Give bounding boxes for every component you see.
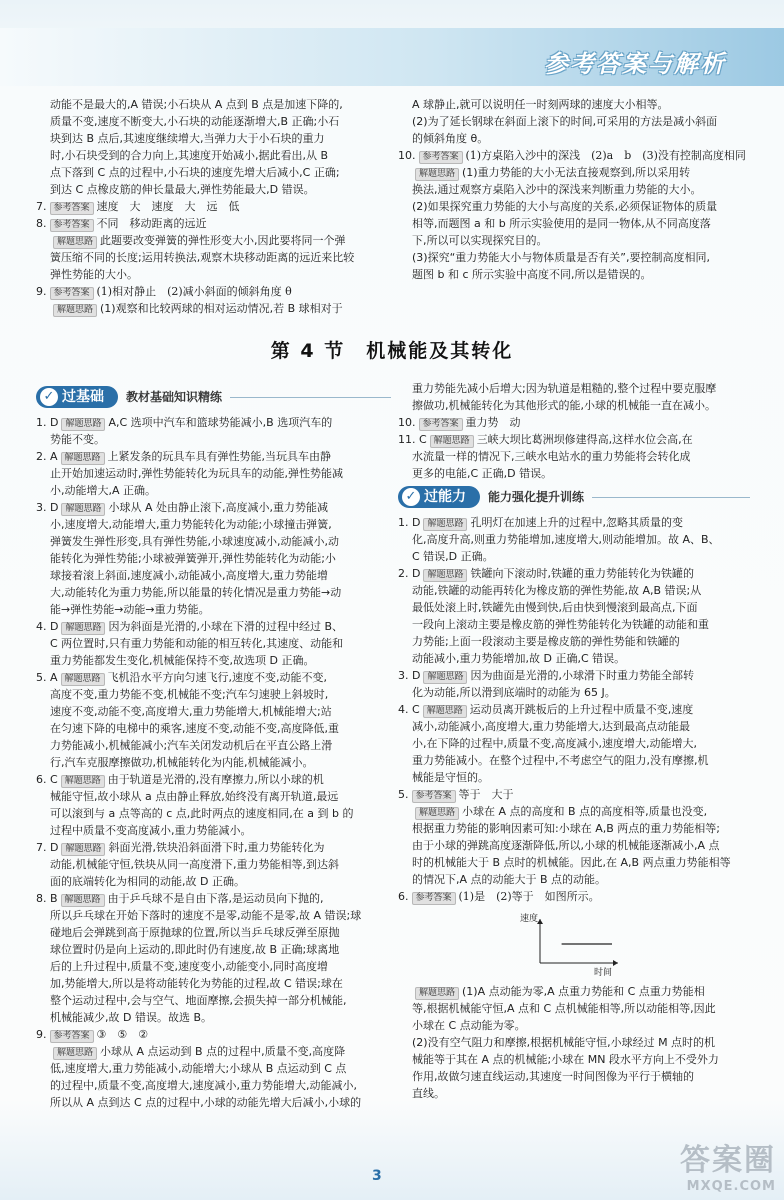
text-line: 更多的电能,C 正确,D 错误。 [412,467,553,480]
text-line: 力势能;上面一段滚动主要是橡皮筋的弹性势能和铁罐的 [412,635,680,648]
idea-tag: 解题思路 [430,435,474,448]
text-line: 时,小石块受到的合力向上,其速度开始减小,据此看出,从 B [50,149,329,162]
ability-q6-line: 6. 参考答案 (1)是 (2)等于 如图所示。 [398,890,600,903]
basic-banner [36,384,391,410]
idea-tag: 解题思路 [53,1047,97,1060]
q7-line: 7. 参考答案 速度 大 速度 大 远 低 [36,200,240,213]
text-line: 块到达 B 点后,其速度继续增大,当弹力大于小石块的重力 [50,132,325,145]
text-line: 动能不是最大的,A 错误;小石块从 A 点到 B 点是加速下降的, [50,98,343,111]
text-line: 水流量一样的情况下,三峡水电站水的重力势能将会转化成 [412,450,691,463]
text-line: 的情况下,A 点的动能大于 B 点的动能。 [412,873,607,886]
question-item: 1. D 解题思路 A,C 选项中汽车和篮球势能减小,B 选项汽车的 [36,416,333,429]
text-line: 可以滚到与 a 点等高的 c 点,此时两点的速度相同,在 a 到 b 的 [50,807,354,820]
text-line: 小,速度增大,动能增大,重力势能转化为动能;小球撞击弹簧, [50,518,332,531]
text-line: 所以从 A 点到达 C 点的过程中,小球的动能先增大后减小,小球的 [50,1096,362,1109]
text-line: 能→弹性势能→动能→重力势能。 [50,603,210,616]
text-line: 机械能减少,故 D 错误。故选 B。 [50,1011,213,1024]
q10-idea-first: 解题思路 (1)重力势能的大小无法直接观察到,所以采用转 [398,164,750,181]
question-item: 1. D 解题思路 孔明灯在加速上升的过程中,忽略其质量的变 [398,516,683,529]
text-line: 力势能减小,机械能减小;汽车关闭发动机后在平直公路上滑 [50,739,333,752]
text-line: 加,势能增大,所以是将动能转化为势能的过程,故 C 错误;球在 [50,977,343,990]
velocity-time-svg [518,907,628,979]
text-line: 低,速度增大,重力势能减小,动能增大;小球从 B 点运动到 C 点 [50,1062,347,1075]
question-item: 2. A 解题思路 上紧发条的玩具车具有弹性势能,当玩具车由静 [36,450,332,463]
text-line: 到达 C 点橡皮筋的伸长量最大,弹性势能最大,D 错误。 [50,183,315,196]
y-axis-label: 速度 [520,914,539,924]
q10-idea-rest [398,181,750,283]
idea-tag: 解题思路 [53,304,97,317]
top-right-column [398,96,750,283]
text-line: 小球在 C 点动能为零。 [412,1019,526,1032]
question-item: 5. A 解题思路 飞机沿水平方向匀速飞行,速度不变,动能不变, [36,671,328,684]
text-line: 直线。 [412,1087,445,1100]
text-line: 行,汽车克服摩擦做功,机械能转化为内能,机械能减小。 [50,756,314,769]
text-line: 动能,机械能守恒,铁块从同一高度滑下,重力势能相等,到达斜 [50,858,339,871]
text-line: (2)如果探究重力势能的大小与高度的关系,必须保证物体的质量 [412,200,718,213]
q8-idea-line: 弹性势能的大小。 [50,268,138,281]
text-line: 械能守恒,故小球从 a 点由静止释放,始终没有离开轨道,最远 [50,790,339,803]
watermark [680,1135,776,1194]
text-line: 根据重力势能的影响因素可知:小球在 A,B 两点的重力势能相等; [412,822,720,835]
text-line: 减小,动能减小,高度增大,重力势能增大,达到最高点动能最 [412,720,690,733]
text-line: 动能减小,重力势能增加,故 D 正确,C 错误。 [412,652,626,665]
rc-q11-rest [398,448,750,482]
q8-idea-first: 解题思路 此题要改变弹簧的弹性形变大小,因此要将同一个弹 [36,232,391,249]
text-line: 过程中质量不变高度减小,重力势能减小。 [50,824,252,837]
ability-q6-rest [398,1000,750,1102]
text-line: 械能是守恒的。 [412,771,489,784]
ability-banner-badge: ✓ 过能力 [398,486,480,508]
check-icon: ✓ [402,488,420,506]
idea-tag: 解题思路 [61,452,105,465]
x-axis-arrow [613,960,618,966]
text-line: 质量不变,速度不断变大,小石块的动能逐渐增大,B 正确;小石 [50,115,340,128]
ability-column [398,380,750,1102]
question-item: 8. B 解题思路 由于乒乓球不是自由下落,是运动员向下抛的, [36,892,324,905]
q10-line: 10. 参考答案 (1)方桌陷入沙中的深浅 (2)a b (3)没有控制高度相同 [398,149,746,162]
text-line: 的过程中,质量不变,高度增大,速度减小,重力势能增大,动能减小, [50,1079,357,1092]
rc-q10-line: 10. 参考答案 重力势 动 [398,416,521,429]
q8-line: 8. 参考答案 不同 移动距离的远近 [36,217,207,230]
basic-items [36,414,391,1026]
text-line: 大,动能转化为重力势能,所以能量的转化情况是重力势能→动 [50,586,342,599]
ability-q5-rest [398,820,750,888]
text-line: 碰地后会弹跳到高于原抛球的位置,所以当乒乓球反弹至原抛 [50,926,340,939]
basic-q9-rest [36,1060,391,1111]
text-line: C 错误,D 正确。 [412,550,494,563]
basic-column [36,382,391,1111]
text-line: 面的底端转化为相同的动能,故 D 正确。 [50,875,245,888]
text-line: 重力势能都发生变化,机械能保持不变,故选项 D 正确。 [50,654,315,667]
text-line: 相等,而题图 a 和 b 所示实验使用的是同一物体,从不同高度落 [412,217,711,230]
text-line: C 两位置时,只有重力势能和动能的相互转化,其速度、动能和 [50,637,344,650]
text-line: 球接着滚上斜面,速度减小,动能减小,高度增大,重力势能增 [50,569,328,582]
question-item: 4. D 解题思路 因为斜面是光滑的,小球在下滑的过程中经过 B、 [36,620,344,633]
answer-tag: 参考答案 [419,151,463,164]
idea-tag: 解题思路 [61,503,105,516]
text-line: (2)为了延长钢球在斜面上滚下的时间,可采用的方法是减小斜面 [412,115,718,128]
watermark-logo: 答案圈 [680,1143,776,1178]
check-icon: ✓ [40,388,58,406]
text-line: 化为动能,所以滑到底端时的动能为 65 J。 [412,686,616,699]
velocity-time-graph [518,907,628,979]
x-axis-label: 时间 [594,968,613,978]
question-item: 4. C 解题思路 运动员离开跳板后的上升过程中质量不变,速度 [398,703,694,716]
text-line: 时的机械能大于 B 点时的机械能。因此,在 A,B 两点重力势能相等 [412,856,731,869]
ability-items [398,514,750,786]
idea-tag: 解题思路 [415,168,459,181]
answer-tag: 参考答案 [50,219,94,232]
answer-tag: 参考答案 [412,892,456,905]
idea-tag: 解题思路 [423,569,467,582]
ability-q5-idea-first: 解题思路 小球在 A 点的高度和 B 点的高度相等,质量也没变, [398,803,750,820]
text-line: 弹簧发生弹性形变,具有弹性势能,小球速度减小,动能减小,动 [50,535,339,548]
question-item: 3. D 解题思路 因为曲面是光滑的,小球滑下时重力势能全部转 [398,669,694,682]
text-line: 动能,铁罐的动能再转化为橡皮筋的弹性势能,故 A,B 错误;从 [412,584,702,597]
text-line: 的倾斜角度 θ。 [412,132,489,145]
top-left-lines [36,96,391,198]
text-line: 重力势能减小。在整个过程中,不考虑空气的阻力,没有摩擦,机 [412,754,709,767]
answer-tag: 参考答案 [50,202,94,215]
text-line: 下,所以可以实现探究目的。 [412,234,548,247]
text-line: 一段向上滚动主要是橡皮筋的弹性势能转化为铁罐的动能和重 [412,618,709,631]
top-right-lines [398,96,750,147]
question-item: 2. D 解题思路 铁罐向下滚动时,铁罐的重力势能转化为铁罐的 [398,567,694,580]
idea-tag: 解题思路 [61,843,105,856]
text-line: 由于小球的弹跳高度逐渐降低,所以,小球的机械能逐渐减小,A 点 [412,839,720,852]
text-line: 在匀速下降的电梯中的乘客,速度不变,动能不变,高度降低,重 [50,722,339,735]
text-line: 重力势能先减小后增大;因为轨道是粗糙的,整个过程中要克服摩 [412,382,717,395]
idea-tag: 解题思路 [53,236,97,249]
text-line: 题图 b 和 c 所示实验中高度不同,所以是错误的。 [412,268,652,281]
q8-idea-line: 簧压缩不同的长度;运用转换法,观察木块移动距离的远近来比较 [50,251,355,264]
idea-tag: 解题思路 [61,894,105,907]
text-line: 擦做功,机械能转化为其他形式的能,小球的机械能一直在减小。 [412,399,716,412]
idea-tag: 解题思路 [61,673,105,686]
text-line: 速度不变,动能不变,高度增大,重力势能增大,机械能增大;站 [50,705,332,718]
text-line: 后的上升过程中,质量不变,速度变小,动能变小,同时高度增 [50,960,328,973]
text-line: 小,在下降的过程中,质量不变,高度减小,速度增大,动能增大, [412,737,697,750]
right-cont-lines [398,380,750,414]
text-line: A 球静止,就可以说明任一时刻两球的速度大小相等。 [412,98,669,111]
idea-tag: 解题思路 [61,622,105,635]
question-item: 3. D 解题思路 小球从 A 处由静止滚下,高度减小,重力势能减 [36,501,328,514]
text-line: 作用,故做匀速直线运动,其速度一时间图像为平行于横轴的 [412,1070,694,1083]
text-line: 势能不变。 [50,433,105,446]
page-number: 3 [372,1168,382,1184]
top-left-column [36,96,391,317]
idea-tag: 解题思路 [61,418,105,431]
text-line: 械能等于其在 A 点的机械能;小球在 MN 段水平方向上不受外力 [412,1053,719,1066]
idea-tag: 解题思路 [423,705,467,718]
section-title: 第 4 节 机械能及其转化 [270,340,514,362]
question-item: 6. C 解题思路 由于轨道是光滑的,没有摩擦力,所以小球的机 [36,773,324,786]
text-line: 最低处滚上时,铁罐先由慢到快,后由快到慢滚到最高点,下面 [412,601,698,614]
idea-tag: 解题思路 [61,775,105,788]
idea-tag: 解题思路 [423,671,467,684]
basic-q9-idea-first: 解题思路 小球从 A 点运动到 B 点的过程中,质量不变,高度降 [36,1043,391,1060]
text-line: 球位置时仍是向上运动的,即此时仍有速度,故 B 正确;球离地 [50,943,340,956]
text-line: (3)探究“重力势能大小与物体质量是否有关”,要控制高度相同, [412,251,710,264]
q9-line: 9. 参考答案 (1)相对静止 (2)减小斜面的倾斜角度 θ [36,285,292,298]
ability-q6-idea-first: 解题思路 (1)A 点动能为零,A 点重力势能和 C 点重力势能相 [398,983,750,1000]
banner-divider [230,397,391,398]
text-line: 换法,通过观察方桌陷入沙中的深浅来判断重力势能的大小。 [412,183,702,196]
answer-tag: 参考答案 [419,418,463,431]
text-line: 点下落到 C 点的过程中,小石块的速度先增大后减小,C 正确; [50,166,340,179]
ability-banner [398,484,750,510]
idea-tag: 解题思路 [415,807,459,820]
text-line: (2)没有空气阻力和摩擦,根据机械能守恒,小球经过 M 点时的机 [412,1036,716,1049]
basic-q9-line: 9. 参考答案 ③ ⑤ ② [36,1028,149,1041]
idea-tag: 解题思路 [415,987,459,1000]
text-line: 整个运动过程中,会与空气、地面摩擦,会损失掉一部分机械能, [50,994,347,1007]
answer-tag: 参考答案 [412,790,456,803]
text-line: 所以乒乓球在开始下落时的速度不是零,动能不是零,故 A 错误;球 [50,909,362,922]
text-line: 止开始加速运动时,弹性势能转化为玩具车的动能,弹性势能减 [50,467,343,480]
basic-banner-badge: ✓ 过基础 [36,386,118,408]
text-line: 能转化为弹性势能;小球被弹簧弹开,弹性势能转化为动能;小 [50,552,336,565]
answer-tag: 参考答案 [50,287,94,300]
ability-banner-subtitle: 能力强化提升训练 [488,489,585,504]
text-line: 化,高度升高,则重力势能增加,速度增大,则动能增加。故 A、B、 [412,533,720,546]
watermark-site: MXQE.COM [686,1179,776,1194]
banner-divider [592,497,750,498]
text-line: 等,根据机械能守恒,A 点和 C 点机械能相等,所以动能相等,因此 [412,1002,716,1015]
q9-idea-first: 解题思路 (1)观察和比较两球的相对运动情况,若 B 球相对于 [36,300,391,317]
basic-banner-subtitle: 教材基础知识精练 [126,389,223,404]
header-title: 参考答案与解析 [544,50,726,78]
text-line: 高度不变,重力势能不变,机械能不变;汽车匀速驶上斜坡时, [50,688,329,701]
answer-tag: 参考答案 [50,1030,94,1043]
question-item: 7. D 解题思路 斜面光滑,铁块沿斜面滑下时,重力势能转化为 [36,841,325,854]
rc-q11-line: 11. C 解题思路 三峡大坝比葛洲坝修建得高,这样水位会高,在 [398,433,693,446]
idea-tag: 解题思路 [423,518,467,531]
ability-q5-line: 5. 参考答案 等于 大于 [398,788,514,801]
text-line: 小,动能增大,A 正确。 [50,484,157,497]
